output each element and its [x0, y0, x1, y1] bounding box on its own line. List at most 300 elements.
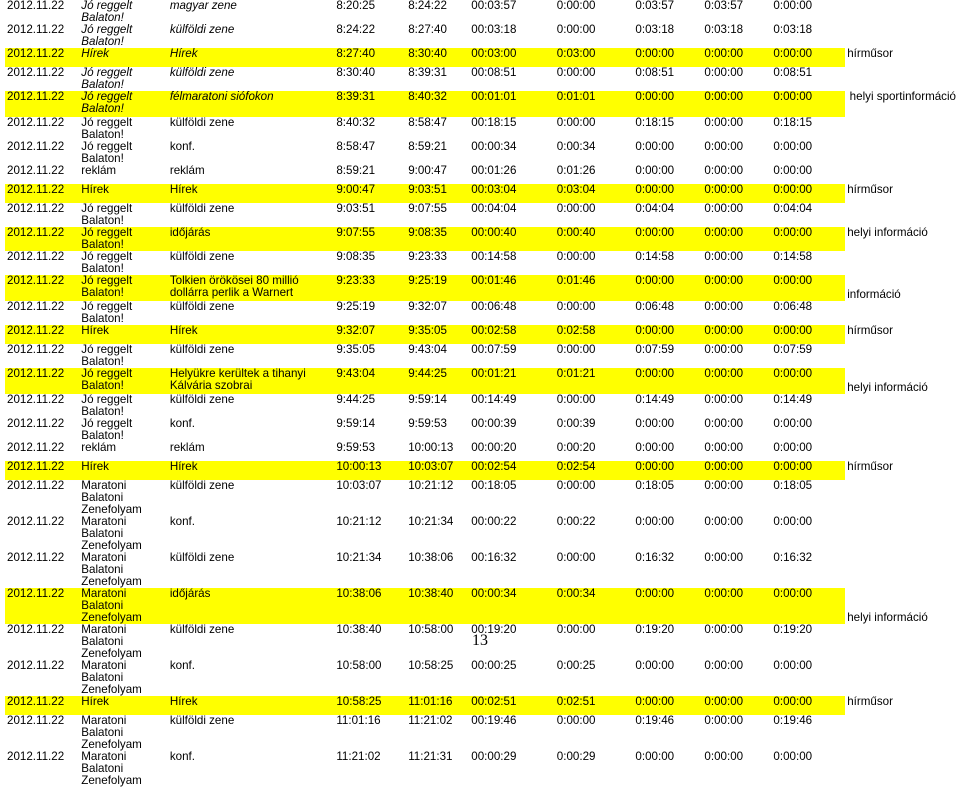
start-time-cell: 10:58:25: [334, 696, 406, 715]
duration-cell: 00:01:46: [469, 275, 555, 301]
category-4-cell: 0:00:00: [773, 0, 813, 12]
date-cell: 2012.11.22: [7, 141, 65, 153]
duration-cell: 00:02:58: [469, 325, 555, 344]
category-1-cell: 0:00:00: [556, 552, 596, 564]
note-cell: [845, 117, 960, 141]
end-time-cell: 9:44:25: [406, 368, 469, 394]
table-row: [5, 203, 960, 227]
start-time-cell: 9:07:55: [334, 227, 406, 251]
end-time-cell: 10:38:40: [406, 588, 469, 624]
genre-cell: Hírek: [168, 184, 335, 203]
program-cell: Hírek: [79, 184, 168, 203]
category-4-cell: 0:00:00: [771, 588, 845, 624]
category-2-cell: 0:00:00: [635, 165, 675, 177]
end-time-cell: 11:21:02: [408, 715, 453, 727]
category-3-cell: 0:00:00: [702, 184, 771, 203]
date-cell: 2012.11.22: [7, 203, 65, 215]
note-cell: [845, 0, 960, 24]
category-3-cell: 0:00:00: [702, 91, 771, 117]
table-row: [5, 516, 960, 552]
duration-cell: 00:02:51: [469, 696, 555, 715]
category-2-cell: 0:00:00: [633, 696, 702, 715]
genre-cell: Helyükre kerültek a tihanyi Kálvária szobrai: [168, 368, 335, 394]
category-4-cell: 0:18:05: [773, 480, 813, 492]
date-cell: 2012.11.22: [5, 588, 79, 624]
duration-cell: 00:00:40: [469, 227, 555, 251]
category-3-cell: 0:00:00: [704, 117, 744, 129]
category-1-cell: 0:00:00: [556, 624, 596, 636]
note-cell: [845, 394, 960, 418]
date-cell: 2012.11.22: [7, 480, 65, 492]
category-4-cell: 0:00:00: [771, 91, 845, 117]
end-time-cell: 9:25:19: [406, 275, 469, 301]
category-3-cell: 0:00:00: [704, 418, 744, 430]
date-cell: 2012.11.22: [7, 251, 65, 263]
note-cell: [845, 301, 960, 325]
category-3-cell: 0:00:00: [704, 301, 744, 313]
genre-cell: időjárás: [168, 227, 335, 251]
program-cell: Jó reggelt Balaton!: [81, 344, 133, 368]
program-cell: Maratoni Balatoni Zenefolyam: [81, 516, 142, 552]
category-1-cell: 0:00:25: [556, 660, 596, 672]
program-cell: Maratoni Balatoni Zenefolyam: [81, 751, 142, 787]
category-4-cell: 0:19:46: [773, 715, 813, 727]
note-cell: [845, 251, 960, 275]
start-time-cell: 10:00:13: [334, 461, 406, 480]
genre-cell: külföldi zene: [169, 251, 235, 263]
duration-cell: 00:00:34: [471, 141, 517, 153]
program-cell: Jó reggelt Balaton!: [81, 394, 133, 418]
end-time-cell: 9:59:14: [408, 394, 447, 406]
start-time-cell: 8:24:22: [336, 24, 376, 36]
genre-cell: félmaratoni siófokon: [168, 91, 335, 117]
category-1-cell: 0:00:00: [556, 24, 596, 36]
note-cell: [845, 751, 960, 787]
start-time-cell: 10:38:06: [334, 588, 406, 624]
start-time-cell: 8:59:21: [336, 165, 376, 177]
start-time-cell: 9:35:05: [336, 344, 376, 356]
category-1-cell: 0:00:00: [556, 67, 596, 79]
category-4-cell: 0:00:00: [773, 660, 813, 672]
end-time-cell: 9:03:51: [406, 184, 469, 203]
date-cell: 2012.11.22: [5, 184, 79, 203]
category-3-cell: 0:00:00: [702, 368, 771, 394]
start-time-cell: 8:20:25: [336, 0, 376, 12]
table-row: [5, 394, 960, 418]
duration-cell: 00:16:32: [471, 552, 517, 564]
start-time-cell: 8:40:32: [336, 117, 376, 129]
start-time-cell: 11:21:02: [336, 751, 381, 763]
program-cell: Hírek: [79, 325, 168, 344]
table-row: [5, 442, 960, 461]
start-time-cell: 9:25:19: [336, 301, 376, 313]
date-cell: 2012.11.22: [7, 624, 65, 636]
genre-cell: külföldi zene: [169, 624, 235, 636]
category-3-cell: 0:00:00: [704, 480, 744, 492]
category-4-cell: 0:00:00: [771, 184, 845, 203]
category-2-cell: 0:00:00: [633, 184, 702, 203]
category-2-cell: 0:00:00: [633, 461, 702, 480]
category-1-cell: 0:00:34: [555, 588, 634, 624]
duration-cell: 00:03:57: [471, 0, 517, 12]
category-1-cell: 0:02:51: [555, 696, 634, 715]
category-2-cell: 0:00:00: [635, 141, 675, 153]
duration-cell: 00:00:25: [471, 660, 517, 672]
category-4-cell: 0:00:00: [773, 418, 813, 430]
duration-cell: 00:01:21: [469, 368, 555, 394]
start-time-cell: 10:58:00: [336, 660, 382, 672]
category-1-cell: 0:00:39: [556, 418, 596, 430]
category-4-cell: 0:00:00: [773, 751, 813, 763]
category-2-cell: 0:14:49: [635, 394, 675, 406]
category-2-cell: 0:00:00: [633, 325, 702, 344]
date-cell: 2012.11.22: [7, 751, 65, 763]
duration-cell: 00:18:05: [471, 480, 517, 492]
table-row: [5, 715, 960, 751]
genre-cell: konf.: [169, 751, 195, 763]
category-4-cell: 0:06:48: [773, 301, 813, 313]
category-3-cell: 0:00:00: [702, 588, 771, 624]
note-cell: [845, 165, 960, 184]
start-time-cell: 8:27:40: [334, 48, 406, 67]
end-time-cell: 10:03:07: [406, 461, 469, 480]
program-cell: reklám: [81, 442, 117, 454]
category-2-cell: 0:18:15: [635, 117, 675, 129]
category-4-cell: 0:14:58: [773, 251, 813, 263]
category-1-cell: 0:00:00: [556, 715, 596, 727]
date-cell: 2012.11.22: [5, 91, 79, 117]
category-3-cell: 0:00:00: [704, 660, 744, 672]
start-time-cell: 9:59:53: [336, 442, 376, 454]
start-time-cell: 9:59:14: [336, 418, 376, 430]
category-2-cell: 0:04:04: [635, 203, 675, 215]
table-row: [5, 325, 960, 344]
category-2-cell: 0:08:51: [635, 67, 675, 79]
category-2-cell: 0:00:00: [633, 91, 702, 117]
page-number: 13: [472, 632, 488, 649]
table-row: [5, 751, 960, 787]
category-1-cell: 0:00:00: [556, 117, 596, 129]
note-cell: helyi információ: [845, 588, 960, 624]
note-cell: [845, 418, 960, 442]
date-cell: 2012.11.22: [7, 301, 65, 313]
duration-cell: 00:01:01: [469, 91, 555, 117]
genre-cell: külföldi zene: [169, 480, 235, 492]
program-cell: Jó reggelt Balaton!: [79, 368, 168, 394]
start-time-cell: 8:39:31: [334, 91, 406, 117]
category-3-cell: 0:00:00: [702, 696, 771, 715]
genre-cell: konf.: [169, 418, 195, 430]
category-4-cell: 0:00:00: [771, 368, 845, 394]
category-2-cell: 0:00:00: [633, 275, 702, 301]
genre-cell: konf.: [169, 660, 195, 672]
category-3-cell: 0:00:00: [704, 624, 744, 636]
category-3-cell: 0:00:00: [702, 48, 771, 67]
category-2-cell: 0:16:32: [635, 552, 675, 564]
genre-cell: Hírek: [168, 696, 335, 715]
genre-cell: külföldi zene: [169, 344, 235, 356]
program-cell: Jó reggelt Balaton!: [81, 301, 133, 325]
category-3-cell: 0:00:00: [704, 394, 744, 406]
start-time-cell: 10:21:12: [336, 516, 382, 528]
date-cell: 2012.11.22: [7, 660, 65, 672]
note-cell: [845, 24, 960, 48]
note-cell: helyi sportinformáció: [845, 91, 960, 117]
table-row: [5, 696, 960, 715]
end-time-cell: 8:40:32: [406, 91, 469, 117]
duration-cell: 00:02:54: [469, 461, 555, 480]
program-cell: Jó reggelt Balaton!: [81, 67, 133, 91]
program-cell: Jó reggelt Balaton!: [79, 227, 168, 251]
category-4-cell: 0:07:59: [773, 344, 813, 356]
genre-cell: külföldi zene: [169, 203, 235, 215]
category-3-cell: 0:00:00: [702, 227, 771, 251]
category-1-cell: 0:01:46: [555, 275, 634, 301]
date-cell: 2012.11.22: [5, 325, 79, 344]
duration-cell: 00:19:46: [471, 715, 517, 727]
end-time-cell: 11:21:31: [408, 751, 453, 763]
category-2-cell: 0:14:58: [635, 251, 675, 263]
date-cell: 2012.11.22: [7, 24, 65, 36]
date-cell: 2012.11.22: [7, 442, 65, 454]
start-time-cell: 9:03:51: [336, 203, 376, 215]
start-time-cell: 9:08:35: [336, 251, 376, 263]
program-cell: Jó reggelt Balaton!: [81, 24, 133, 48]
duration-cell: 00:14:58: [471, 251, 517, 263]
category-2-cell: 0:06:48: [635, 301, 675, 313]
program-cell: Jó reggelt Balaton!: [79, 275, 168, 301]
duration-cell: 00:00:22: [471, 516, 517, 528]
end-time-cell: 8:59:21: [408, 141, 447, 153]
category-2-cell: 0:00:00: [635, 751, 675, 763]
start-time-cell: 9:43:04: [334, 368, 406, 394]
duration-cell: 00:14:49: [471, 394, 517, 406]
table-row: [5, 660, 960, 696]
category-2-cell: 0:00:00: [635, 516, 675, 528]
program-cell: Hírek: [79, 48, 168, 67]
duration-cell: 00:01:26: [471, 165, 517, 177]
category-1-cell: 0:00:00: [556, 301, 596, 313]
date-cell: 2012.11.22: [5, 696, 79, 715]
table-row: [5, 461, 960, 480]
table-row: [5, 552, 960, 588]
end-time-cell: 10:21:12: [408, 480, 454, 492]
end-time-cell: 8:58:47: [408, 117, 447, 129]
note-cell: [845, 552, 960, 588]
program-cell: Jó reggelt Balaton!: [81, 0, 133, 24]
category-1-cell: 0:00:00: [556, 0, 596, 12]
program-cell: Jó reggelt Balaton!: [81, 251, 133, 275]
date-cell: 2012.11.22: [7, 552, 65, 564]
genre-cell: időjárás: [168, 588, 335, 624]
table-row: [5, 184, 960, 203]
category-4-cell: 0:16:32: [773, 552, 813, 564]
duration-cell: 00:00:39: [471, 418, 517, 430]
table-row: [5, 301, 960, 325]
end-time-cell: 10:58:25: [408, 660, 454, 672]
end-time-cell: 10:21:34: [408, 516, 454, 528]
note-cell: [845, 67, 960, 91]
category-4-cell: 0:00:00: [771, 325, 845, 344]
category-4-cell: 0:03:18: [773, 24, 813, 36]
genre-cell: külföldi zene: [169, 117, 235, 129]
category-1-cell: 0:00:40: [555, 227, 634, 251]
note-cell: [845, 344, 960, 368]
program-cell: Maratoni Balatoni Zenefolyam: [81, 624, 142, 660]
date-cell: 2012.11.22: [5, 227, 79, 251]
start-time-cell: 11:01:16: [336, 715, 381, 727]
table-row: [5, 141, 960, 165]
date-cell: 2012.11.22: [5, 461, 79, 480]
date-cell: 2012.11.22: [5, 275, 79, 301]
category-1-cell: 0:01:26: [556, 165, 596, 177]
start-time-cell: 9:00:47: [334, 184, 406, 203]
category-1-cell: 0:00:00: [556, 394, 596, 406]
category-4-cell: 0:00:00: [771, 48, 845, 67]
category-4-cell: 0:19:20: [773, 624, 813, 636]
category-3-cell: 0:00:00: [704, 715, 744, 727]
note-cell: [845, 203, 960, 227]
category-2-cell: 0:03:18: [635, 24, 675, 36]
category-1-cell: 0:03:00: [555, 48, 634, 67]
program-cell: reklám: [81, 165, 117, 177]
genre-cell: külföldi zene: [169, 394, 235, 406]
end-time-cell: 10:58:00: [408, 624, 454, 636]
genre-cell: Hírek: [168, 48, 335, 67]
date-cell: 2012.11.22: [7, 67, 65, 79]
table-row: [5, 251, 960, 275]
start-time-cell: 9:44:25: [336, 394, 376, 406]
note-cell: helyi információ: [845, 227, 960, 251]
program-cell: Jó reggelt Balaton!: [81, 117, 133, 141]
start-time-cell: 9:23:33: [334, 275, 406, 301]
note-cell: hírműsor: [845, 184, 960, 203]
program-cell: Jó reggelt Balaton!: [81, 141, 133, 165]
start-time-cell: 8:30:40: [336, 67, 376, 79]
program-cell: Maratoni Balatoni Zenefolyam: [79, 588, 168, 624]
category-4-cell: 0:00:00: [773, 442, 813, 454]
table-row: [5, 480, 960, 516]
category-1-cell: 0:00:00: [556, 344, 596, 356]
category-2-cell: 0:03:57: [635, 0, 675, 12]
duration-cell: 00:03:18: [471, 24, 517, 36]
end-time-cell: 9:23:33: [408, 251, 447, 263]
date-cell: 2012.11.22: [7, 165, 65, 177]
table-row: [5, 24, 960, 48]
genre-cell: külföldi zene: [169, 301, 235, 313]
genre-cell: külföldi zene: [169, 552, 235, 564]
duration-cell: 00:07:59: [471, 344, 517, 356]
category-3-cell: 0:00:00: [704, 442, 744, 454]
duration-cell: 00:03:04: [469, 184, 555, 203]
end-time-cell: 9:08:35: [406, 227, 469, 251]
category-1-cell: 0:00:00: [556, 480, 596, 492]
category-4-cell: 0:00:00: [771, 461, 845, 480]
end-time-cell: 9:59:53: [408, 418, 447, 430]
category-2-cell: 0:00:00: [635, 418, 675, 430]
program-cell: Jó reggelt Balaton!: [79, 91, 168, 117]
category-3-cell: 0:03:18: [704, 24, 744, 36]
end-time-cell: 8:24:22: [408, 0, 447, 12]
category-4-cell: 0:00:00: [771, 696, 845, 715]
end-time-cell: 8:30:40: [406, 48, 469, 67]
end-time-cell: 10:00:13: [408, 442, 454, 454]
duration-cell: 00:00:29: [471, 751, 517, 763]
category-1-cell: 0:01:21: [555, 368, 634, 394]
note-cell: [845, 141, 960, 165]
start-time-cell: 10:21:34: [336, 552, 382, 564]
date-cell: 2012.11.22: [7, 394, 65, 406]
program-cell: Maratoni Balatoni Zenefolyam: [81, 715, 142, 751]
category-4-cell: 0:00:00: [773, 516, 813, 528]
note-cell: [845, 480, 960, 516]
date-cell: 2012.11.22: [7, 0, 65, 12]
program-cell: Maratoni Balatoni Zenefolyam: [81, 480, 142, 516]
program-cell: Hírek: [79, 696, 168, 715]
category-1-cell: 0:00:22: [556, 516, 596, 528]
category-3-cell: 0:00:00: [702, 461, 771, 480]
table-row: [5, 275, 960, 301]
table-row: [5, 48, 960, 67]
table-row: [5, 91, 960, 117]
category-3-cell: 0:00:00: [704, 751, 744, 763]
duration-cell: 00:00:34: [469, 588, 555, 624]
genre-cell: külföldi zene: [169, 715, 235, 727]
start-time-cell: 10:38:40: [336, 624, 382, 636]
category-1-cell: 0:00:00: [556, 203, 596, 215]
table-row: [5, 0, 960, 24]
genre-cell: külföldi zene: [169, 67, 235, 79]
table-row: [5, 418, 960, 442]
table-row: [5, 67, 960, 91]
category-3-cell: 0:03:57: [704, 0, 744, 12]
category-3-cell: 0:00:00: [704, 251, 744, 263]
date-cell: 2012.11.22: [7, 117, 65, 129]
end-time-cell: 9:07:55: [408, 203, 447, 215]
date-cell: 2012.11.22: [7, 344, 65, 356]
end-time-cell: 11:01:16: [406, 696, 469, 715]
category-3-cell: 0:00:00: [702, 325, 771, 344]
program-cell: Maratoni Balatoni Zenefolyam: [81, 552, 142, 588]
start-time-cell: 9:32:07: [334, 325, 406, 344]
program-cell: Hírek: [79, 461, 168, 480]
category-4-cell: 0:18:15: [773, 117, 813, 129]
date-cell: 2012.11.22: [5, 368, 79, 394]
category-2-cell: 0:19:46: [635, 715, 675, 727]
category-3-cell: 0:00:00: [704, 516, 744, 528]
category-4-cell: 0:14:49: [773, 394, 813, 406]
genre-cell: külföldi zene: [169, 24, 235, 36]
start-time-cell: 10:03:07: [336, 480, 382, 492]
table-row: [5, 368, 960, 394]
category-2-cell: 0:00:00: [633, 48, 702, 67]
program-cell: Maratoni Balatoni Zenefolyam: [81, 660, 142, 696]
genre-cell: Hírek: [168, 325, 335, 344]
category-1-cell: 0:03:04: [555, 184, 634, 203]
category-4-cell: 0:08:51: [773, 67, 813, 79]
category-4-cell: 0:04:04: [773, 203, 813, 215]
category-4-cell: 0:00:00: [773, 165, 813, 177]
category-3-cell: 0:00:00: [704, 67, 744, 79]
note-cell: [845, 442, 960, 461]
category-3-cell: 0:00:00: [704, 344, 744, 356]
note-cell: [845, 624, 960, 660]
table-row: [5, 344, 960, 368]
date-cell: 2012.11.22: [7, 516, 65, 528]
category-2-cell: 0:19:20: [635, 624, 675, 636]
table-row: [5, 117, 960, 141]
note-cell: hírműsor: [845, 48, 960, 67]
